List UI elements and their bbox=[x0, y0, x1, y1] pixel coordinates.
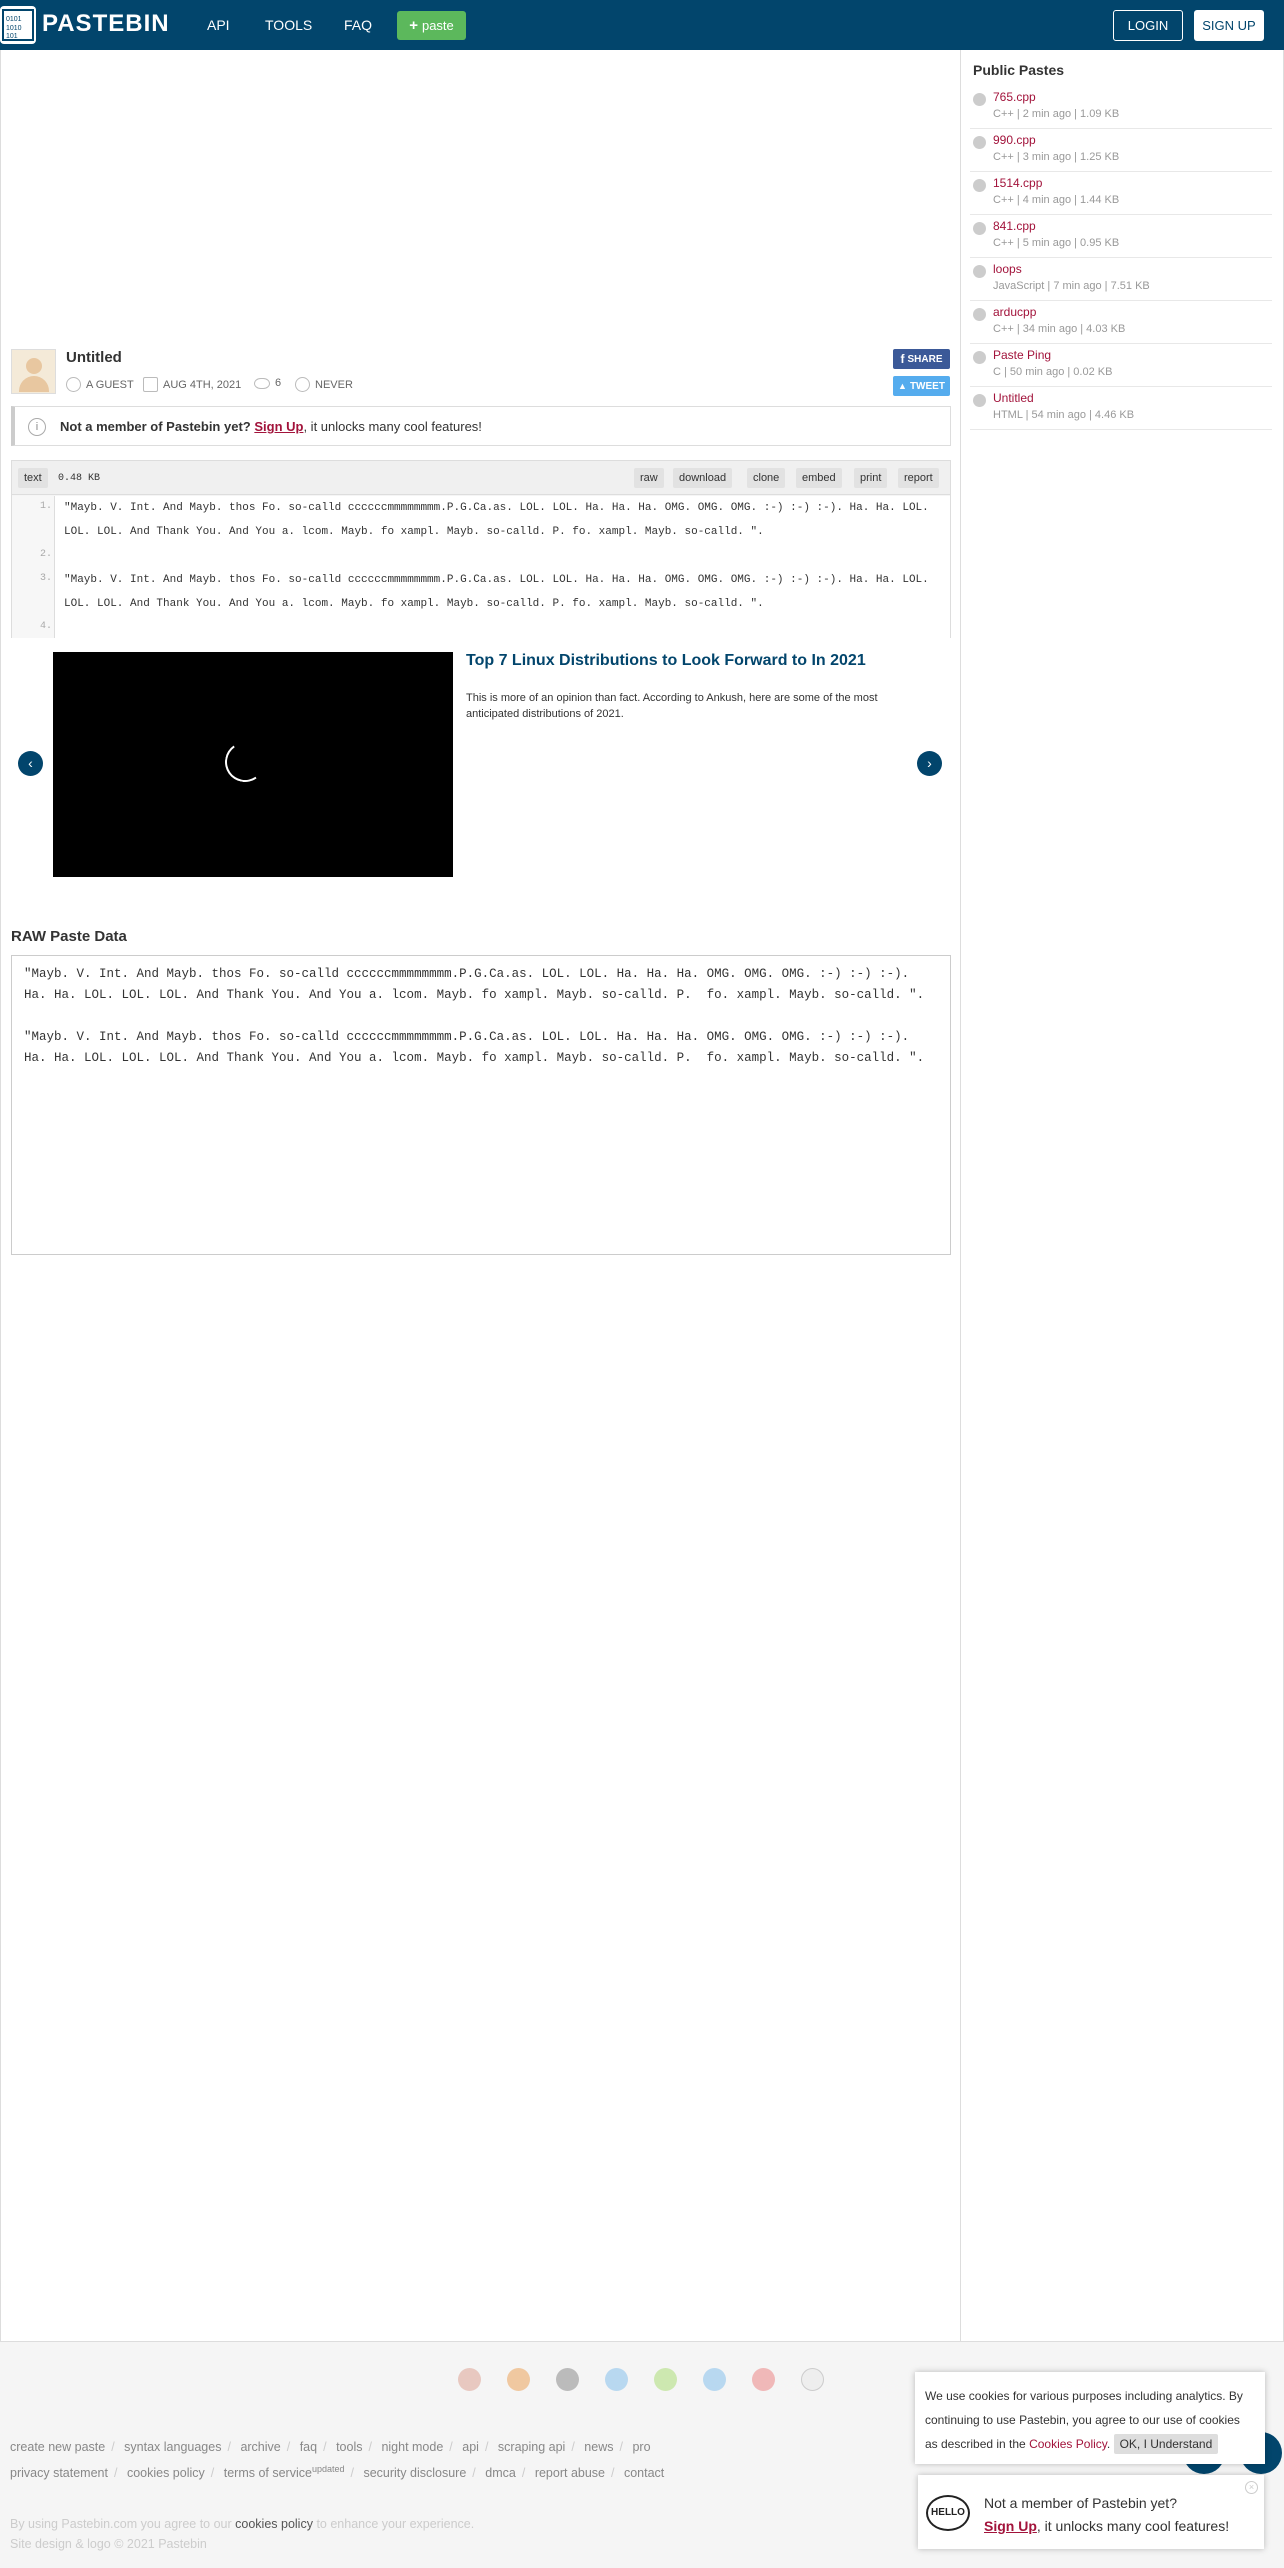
globe-icon bbox=[973, 136, 986, 149]
footer-copyright: Site design & logo © 2021 Pastebin bbox=[10, 2537, 207, 2551]
public-paste-title[interactable]: Paste Ping bbox=[993, 348, 1052, 362]
svg-text:1010: 1010 bbox=[6, 25, 22, 32]
public-paste-meta: C++ | 34 min ago | 4.03 KB bbox=[993, 323, 1126, 335]
footer-links-row-1: create new paste / syntax languages / archive / faq / tools / night mode / api / scraping api / news / pro bbox=[10, 2440, 651, 2454]
public-paste-item[interactable] bbox=[970, 344, 1272, 387]
public-paste-item[interactable] bbox=[970, 301, 1272, 344]
raw-paste-title: RAW Paste Data bbox=[11, 928, 127, 945]
loading-spinner-icon bbox=[222, 739, 268, 785]
logo-text[interactable]: PASTEBIN bbox=[42, 10, 170, 37]
public-paste-title[interactable]: arducpp bbox=[993, 305, 1037, 319]
twitter-tweet-button[interactable] bbox=[893, 376, 950, 396]
footer-link[interactable]: faq bbox=[299, 2440, 318, 2454]
views-count: 6 bbox=[275, 377, 282, 389]
x-icon[interactable] bbox=[703, 2368, 726, 2391]
facebook-icon: f bbox=[900, 352, 905, 366]
public-paste-item[interactable] bbox=[970, 387, 1272, 430]
cookie-text: We use cookies for various purposes including analytics. By continuing to use Pastebin, you agree to our use of cookies as described in the bbox=[925, 2389, 1243, 2451]
guest-avatar bbox=[11, 349, 56, 394]
public-paste-title[interactable]: 1514.cpp bbox=[993, 176, 1043, 190]
clone-button[interactable]: clone bbox=[747, 468, 785, 488]
embed-button[interactable]: embed bbox=[796, 468, 842, 488]
eye-icon bbox=[254, 378, 270, 389]
raw-paragraph: "Mayb. V. Int. And Mayb. thos Fo. so-calld ccccccmmmmmmmm.P.G.Ca.as. LOL. LOL. Ha. Ha. Ha. OMG. OMG. OMG. :-) :-) :-). Ha. Ha. LOL. LOL. LOL. And Thank You. And You a. lcom. Mayb. fo xampl. Mayb. so-calld. P. fo. xampl. Mayb. so-calld. ". bbox=[24, 1030, 925, 1065]
public-paste-item[interactable] bbox=[970, 86, 1272, 129]
nav-faq[interactable]: FAQ bbox=[344, 17, 373, 33]
globe-icon bbox=[973, 308, 986, 321]
close-icon[interactable]: × bbox=[1245, 2481, 1258, 2494]
notice-rest: , it unlocks many cool features! bbox=[303, 419, 482, 434]
public-paste-meta: C++ | 5 min ago | 0.95 KB bbox=[993, 237, 1120, 249]
paste-code-box bbox=[11, 460, 951, 638]
paste-button-label: paste bbox=[421, 18, 454, 33]
code-line-1: "Mayb. V. Int. And Mayb. thos Fo. so-calld ccccccmmmmmmmm.P.G.Ca.as. LOL. LOL. Ha. Ha. Ha. OMG. OMG. OMG. :-) :-) :-). Ha. Ha. LOL. LOL. LOL. And Thank You. And You a. lcom. Mayb. fo xampl. Mayb. so-calld. P. fo. xampl. Mayb. so-calld. ". bbox=[64, 502, 929, 538]
paste-size: 0.48 KB bbox=[58, 473, 101, 484]
new-paste-button[interactable] bbox=[397, 11, 466, 40]
footer-link[interactable]: create new paste bbox=[10, 2440, 106, 2454]
footer-link[interactable]: tools bbox=[336, 2440, 363, 2454]
browser-extensions bbox=[458, 2368, 824, 2391]
android-icon[interactable] bbox=[654, 2368, 677, 2391]
public-paste-item[interactable] bbox=[970, 215, 1272, 258]
sidebar-divider bbox=[960, 50, 961, 2342]
paste-date bbox=[143, 377, 241, 392]
raw-button[interactable]: raw bbox=[634, 468, 664, 488]
public-paste-meta: JavaScript | 7 min ago | 7.51 KB bbox=[993, 280, 1150, 292]
date-text: AUG 4TH, 2021 bbox=[163, 378, 242, 391]
footer-links-row-2: privacy statement / cookies policy / terms of service$^{updated}$ / security disclosure / dmca / report abuse / contact bbox=[10, 2464, 665, 2481]
public-paste-title[interactable]: 841.cpp bbox=[993, 219, 1036, 233]
paste-title: Untitled bbox=[66, 349, 122, 366]
print-button[interactable]: print bbox=[854, 468, 887, 488]
globe-icon bbox=[973, 179, 986, 192]
public-paste-meta: C++ | 2 min ago | 1.09 KB bbox=[993, 108, 1120, 120]
line-number: 4. bbox=[39, 621, 52, 632]
public-paste-item[interactable] bbox=[970, 258, 1272, 301]
signup-button[interactable]: SIGN UP bbox=[1194, 10, 1264, 41]
footer-link[interactable]: cookies policy bbox=[126, 2466, 205, 2481]
download-button[interactable]: download bbox=[673, 468, 732, 488]
svg-text:0101: 0101 bbox=[6, 16, 22, 23]
pale-moon-icon[interactable] bbox=[801, 2368, 824, 2391]
popup-line-1: Not a member of Pastebin yet? bbox=[984, 2495, 1177, 2511]
member-notice bbox=[11, 406, 951, 446]
globe-icon bbox=[973, 93, 986, 106]
public-paste-item[interactable] bbox=[970, 129, 1272, 172]
cookie-policy-link[interactable]: Cookies Policy bbox=[1029, 2437, 1107, 2451]
globe-icon bbox=[973, 351, 986, 364]
opera-icon[interactable] bbox=[752, 2368, 775, 2391]
calendar-icon bbox=[143, 377, 158, 392]
plus-icon: + bbox=[409, 17, 418, 34]
note-lead: By using Pastebin.com you agree to our bbox=[10, 2517, 232, 2531]
share-label: SHARE bbox=[907, 353, 943, 365]
updated-badge: updated bbox=[311, 2464, 345, 2474]
popup-rest: , it unlocks many cool features! bbox=[1036, 2518, 1230, 2534]
public-paste-title[interactable]: 990.cpp bbox=[993, 133, 1036, 147]
note-rest: to enhance your experience. bbox=[316, 2517, 475, 2531]
top-header bbox=[0, 0, 1284, 50]
nav-api[interactable]: API bbox=[207, 17, 230, 33]
footer-link[interactable]: scraping api bbox=[497, 2440, 566, 2454]
public-paste-meta: C++ | 3 min ago | 1.25 KB bbox=[993, 151, 1120, 163]
author-name[interactable]: A GUEST bbox=[86, 378, 134, 391]
globe-icon bbox=[973, 265, 986, 278]
raw-paragraph: "Mayb. V. Int. And Mayb. thos Fo. so-calld ccccccmmmmmmmm.P.G.Ca.as. LOL. LOL. Ha. Ha. Ha. OMG. OMG. OMG. :-) :-) :-). Ha. Ha. LOL. LOL. LOL. And Thank You. And You a. lcom. Mayb. fo xampl. Mayb. so-calld. P. fo. xampl. Mayb. so-calld. ". bbox=[24, 967, 925, 1002]
tweet-label: TWEET bbox=[909, 380, 945, 392]
globe-icon bbox=[973, 222, 986, 235]
popup-signup-link[interactable]: Sign Up bbox=[984, 2518, 1037, 2534]
twitter-icon: ▲ bbox=[898, 381, 907, 391]
video-next-button[interactable]: › bbox=[917, 751, 942, 776]
info-icon: i bbox=[28, 418, 46, 436]
cookies-policy-link[interactable]: cookies policy bbox=[235, 2517, 313, 2531]
footer-link[interactable]: syntax languages bbox=[124, 2440, 222, 2454]
footer-link[interactable]: night mode bbox=[381, 2440, 444, 2454]
footer-cookie-note bbox=[10, 2517, 474, 2531]
ios-icon[interactable] bbox=[556, 2368, 579, 2391]
video-title[interactable]: Top 7 Linux Distributions to Look Forward to In 2021 bbox=[466, 652, 866, 669]
footer-link[interactable]: archive bbox=[240, 2440, 281, 2454]
code-line-3: "Mayb. V. Int. And Mayb. thos Fo. so-calld ccccccmmmmmmmm.P.G.Ca.as. LOL. LOL. Ha. Ha. Ha. OMG. OMG. OMG. :-) :-) :-). Ha. Ha. LOL. LOL. LOL. And Thank You. And You a. lcom. Mayb. fo xampl. Mayb. so-calld. P. fo. xampl. Mayb. so-calld. ". bbox=[64, 574, 929, 610]
footer-link[interactable]: privacy statement bbox=[10, 2466, 108, 2481]
footer-link[interactable]: news bbox=[584, 2440, 614, 2454]
code-toolbar bbox=[12, 461, 950, 495]
raw-paste-textarea[interactable] bbox=[11, 955, 951, 1255]
timer-icon bbox=[295, 377, 310, 392]
public-paste-title[interactable]: loops bbox=[993, 262, 1022, 276]
public-pastes-list bbox=[970, 86, 1272, 430]
footer-link[interactable]: contact bbox=[623, 2466, 665, 2481]
line-gutter bbox=[12, 496, 55, 638]
footer-link[interactable]: dmca bbox=[485, 2466, 516, 2481]
hello-speech-bubble-icon: HELLO bbox=[926, 2495, 970, 2531]
globe-icon bbox=[973, 394, 986, 407]
public-paste-title[interactable]: Untitled bbox=[993, 391, 1034, 405]
paste-author bbox=[66, 377, 134, 392]
public-paste-meta: HTML | 54 min ago | 4.46 KB bbox=[993, 409, 1135, 421]
footer-link[interactable]: pro bbox=[632, 2440, 651, 2454]
syntax-tag[interactable]: text bbox=[18, 468, 48, 488]
footer-link[interactable]: api bbox=[462, 2440, 479, 2454]
line-number: 2. bbox=[39, 549, 52, 560]
line-number: 3. bbox=[39, 573, 52, 584]
svg-text:101: 101 bbox=[6, 33, 18, 40]
footer-link[interactable]: security disclosure bbox=[363, 2466, 467, 2481]
pastebin-logo-icon[interactable] bbox=[0, 6, 36, 44]
facebook-share-button[interactable] bbox=[893, 349, 950, 369]
paste-expiry bbox=[295, 377, 353, 392]
public-paste-title[interactable]: 765.cpp bbox=[993, 90, 1036, 104]
public-paste-meta: C++ | 4 min ago | 1.44 KB bbox=[993, 194, 1120, 206]
report-button[interactable]: report bbox=[898, 468, 939, 488]
signup-popup bbox=[918, 2475, 1264, 2549]
nav-tools[interactable]: TOOLS bbox=[265, 17, 313, 33]
video-prev-button[interactable]: ‹ bbox=[18, 751, 43, 776]
login-button[interactable]: LOGIN bbox=[1113, 10, 1183, 41]
video-description: This is more of an opinion than fact. According to Ankush, here are some of the most anticipated distributions of 2021. bbox=[466, 692, 878, 720]
public-paste-item[interactable] bbox=[970, 172, 1272, 215]
paste-views bbox=[254, 377, 281, 389]
cookie-ok-button[interactable]: OK, I Understand bbox=[1114, 2434, 1219, 2454]
code-lines[interactable] bbox=[12, 496, 950, 638]
user-icon bbox=[66, 377, 81, 392]
notice-lead: Not a member of Pastebin yet? bbox=[60, 419, 251, 434]
video-player[interactable] bbox=[53, 652, 453, 877]
expiry-text: NEVER bbox=[315, 378, 353, 391]
firefox-icon[interactable] bbox=[507, 2368, 530, 2391]
line-number: 1. bbox=[39, 501, 52, 512]
chrome-icon[interactable] bbox=[458, 2368, 481, 2391]
public-paste-meta: C | 50 min ago | 0.02 KB bbox=[993, 366, 1113, 378]
footer-link[interactable]: report abuse bbox=[534, 2466, 605, 2481]
cookie-banner: We use cookies for various purposes including analytics. By continuing to use Pastebin, you agree to our use of cookies as described in the Cookies Policy. OK, I Understand bbox=[915, 2372, 1265, 2464]
public-pastes-title: Public Pastes bbox=[973, 62, 1065, 78]
notice-signup-link[interactable]: Sign Up bbox=[254, 419, 304, 434]
footer-link[interactable]: terms of service bbox=[223, 2466, 312, 2481]
windows-icon[interactable] bbox=[605, 2368, 628, 2391]
